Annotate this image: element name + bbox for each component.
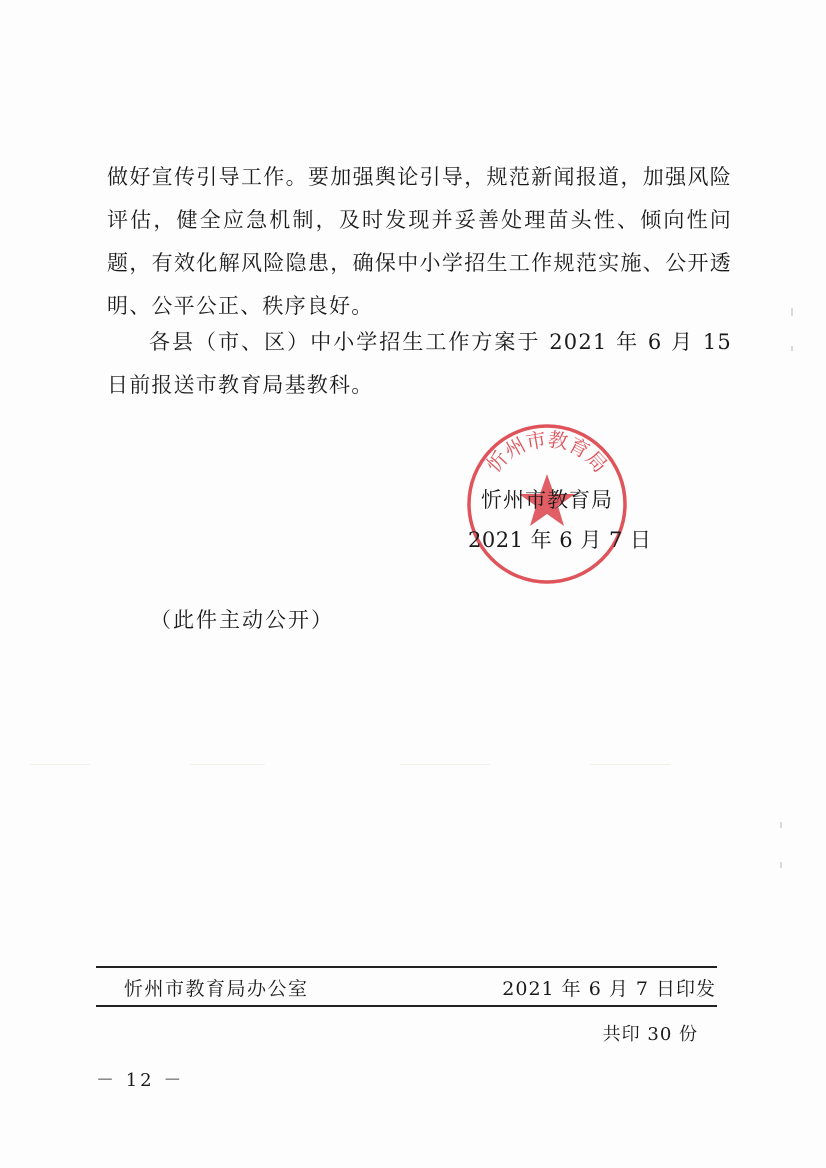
body-paragraph: 做好宣传引导工作。要加强舆论引导，规范新闻报道，加强风险评估，健全应急机制，及时发现并妥善处理苗头性、倾向性问题，有效化解风险隐患，确保中小学招生工作规范实施、公开透明、公平公正、秩序良好。: [107, 165, 732, 318]
scan-artifact: [30, 764, 90, 765]
scan-artifact: [791, 308, 793, 316]
footer-bottom-rule: [96, 1005, 717, 1007]
scan-artifact: [190, 764, 265, 765]
print-copies: 共印 30 份: [602, 1024, 698, 1045]
footer-top-rule: [96, 966, 717, 968]
sign-date: 2021 年 6 月 7 日: [468, 528, 652, 552]
page-number: － 12 －: [96, 1070, 185, 1091]
signer-name: 忻州市教育局: [481, 488, 613, 512]
issuing-office: 忻州市教育局办公室: [124, 978, 309, 1000]
svg-text:忻州市教育局: [482, 427, 613, 477]
body-paragraph: 各县（市、区）中小学招生工作方案于 2021 年 6 月 15 日前报送市教育局基教科。: [107, 330, 732, 397]
scan-artifact: [590, 764, 670, 765]
issue-date: 2021 年 6 月 7 日印发: [502, 978, 716, 1000]
disclosure-note: （此件主动公开）: [150, 608, 334, 632]
scan-artifact: [791, 346, 793, 351]
scan-artifact: [400, 764, 490, 765]
seal-text: 忻州市教育局: [481, 427, 613, 478]
scan-artifact: [780, 862, 782, 868]
scan-artifact: [780, 822, 782, 828]
